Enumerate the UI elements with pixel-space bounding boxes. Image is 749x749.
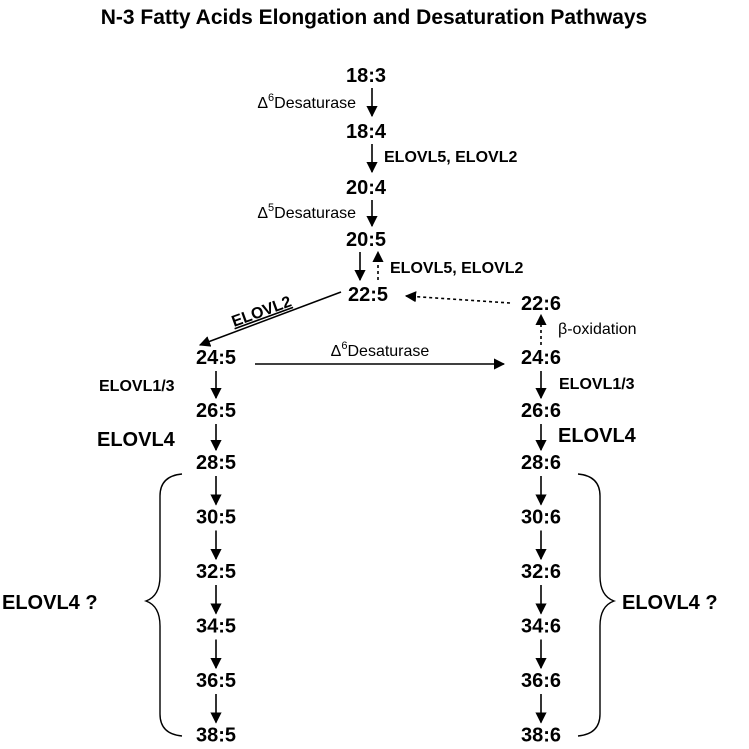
- left-chain-node: 34:5: [195, 615, 237, 638]
- label-elovl4-question-right: ELOVL4 ?: [622, 592, 718, 614]
- label-elovl4-question-left: ELOVL4 ?: [2, 592, 98, 614]
- right-chain-node: 30:6: [520, 506, 562, 529]
- left-chain: [196, 452, 236, 747]
- left-brace: [146, 474, 182, 736]
- label-elovl1-3-left: ELOVL1/3: [99, 378, 175, 395]
- left-chain-node: 30:5: [195, 506, 237, 529]
- node-24-5: 24:5: [195, 347, 237, 369]
- right-chain-node: 36:6: [520, 670, 562, 692]
- label-delta6-desaturase-mid: $\Delta^6Desaturase$: [330, 340, 430, 360]
- label-elovl1-3-right: ELOVL1/3: [559, 376, 635, 393]
- node-22-5: 22:5: [347, 284, 389, 306]
- right-chain-node: 28:6: [520, 452, 562, 474]
- node-20-5: 20:5: [345, 229, 387, 251]
- node-22-6: 22:6: [520, 293, 562, 315]
- right-chain: [521, 452, 561, 747]
- left-chain-node: 32:5: [195, 561, 237, 583]
- label-delta5-desaturase: $\Delta^5Desaturase$: [257, 202, 356, 222]
- right-brace: [578, 474, 614, 736]
- diagram-title: N-3 Fatty Acids Elongation and Desaturation Pathways: [100, 6, 648, 29]
- left-chain-node: 28:5: [195, 452, 237, 474]
- node-24-6: 24:6: [520, 347, 562, 369]
- arrow-22-6-to-22-5-dashed: [406, 296, 510, 303]
- label-elovl2: ELOVL2: [229, 293, 294, 331]
- left-chain-node: 36:5: [195, 670, 237, 692]
- label-elovl4-right: ELOVL4: [558, 425, 636, 447]
- label-beta-oxidation: β-oxidation: [558, 321, 637, 338]
- label-elovl4-left: ELOVL4: [97, 429, 175, 451]
- node-26-6: 26:6: [520, 400, 562, 422]
- node-20-4: 20:4: [345, 177, 387, 199]
- node-18-3: 18:3: [345, 65, 387, 87]
- node-26-5: 26:5: [195, 400, 237, 422]
- label-elovl5-elovl2-mid: ELOVL5, ELOVL2: [390, 260, 524, 277]
- right-chain-node: 34:6: [520, 615, 562, 638]
- right-chain-node: 38:6: [520, 724, 562, 747]
- label-elovl5-elovl2-top: ELOVL5, ELOVL2: [384, 149, 518, 166]
- right-chain-node: 32:6: [520, 561, 562, 583]
- node-18-4: 18:4: [345, 121, 387, 143]
- label-delta6-desaturase-top: $\Delta^6Desaturase$: [257, 92, 356, 112]
- left-chain-node: 38:5: [195, 724, 237, 747]
